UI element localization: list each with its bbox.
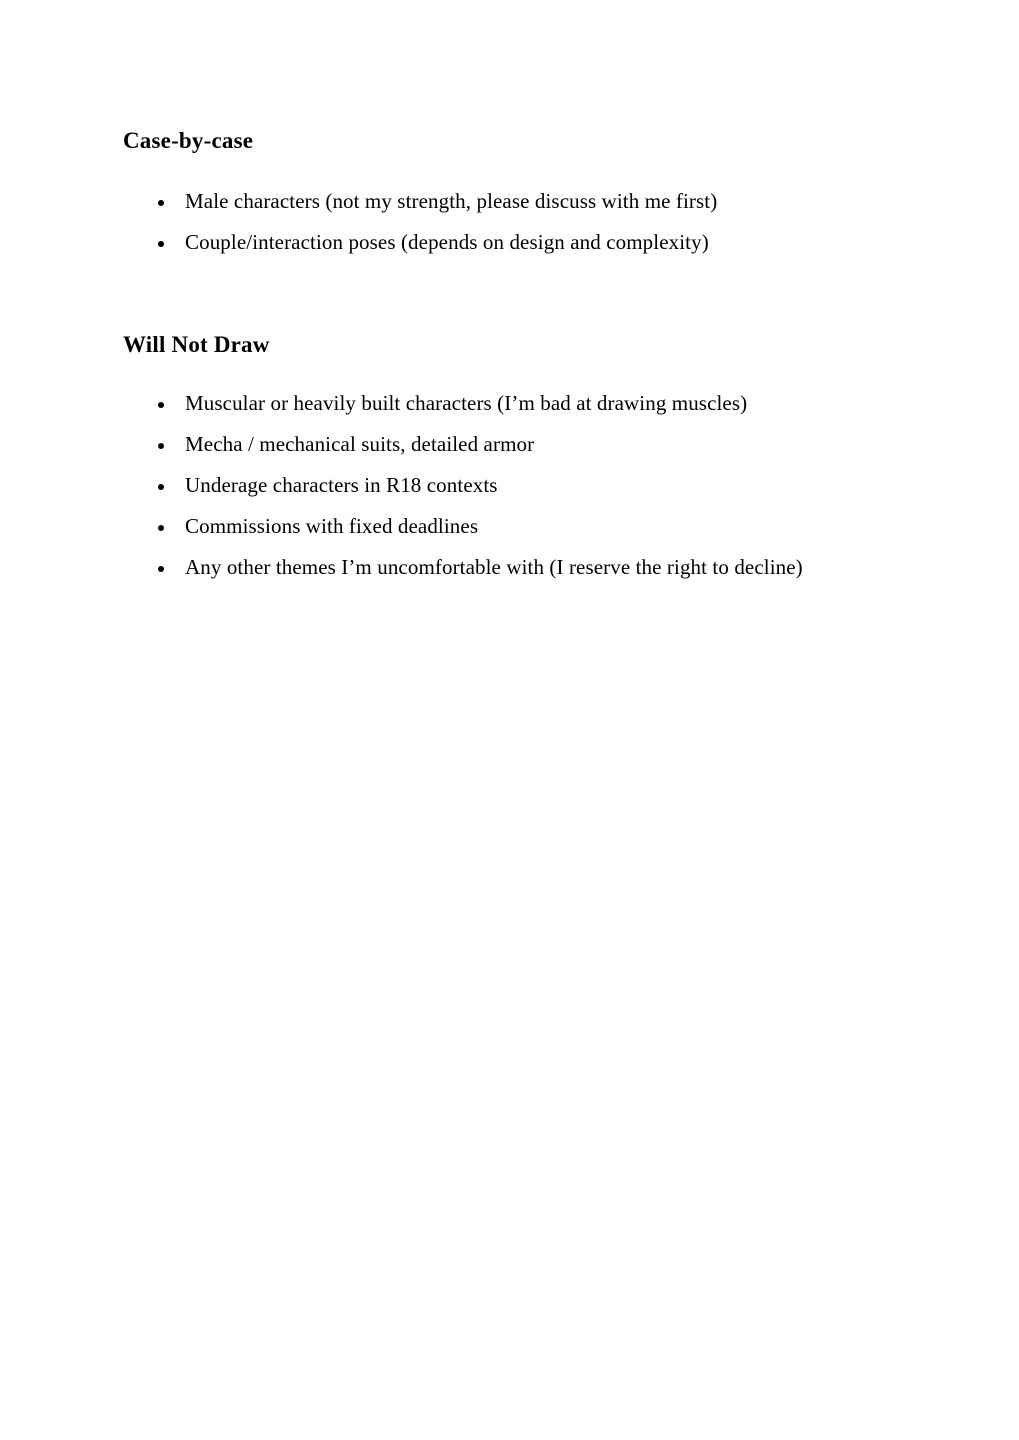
- list-item: [123, 424, 939, 465]
- section-heading-will-not-draw: Will Not Draw: [123, 332, 270, 357]
- list-item: [123, 506, 939, 547]
- list-item: [123, 383, 939, 424]
- bullet-icon: [158, 566, 164, 572]
- list-item-text: Commissions with fixed deadlines: [185, 514, 479, 538]
- bullet-icon: [158, 241, 164, 247]
- bullet-icon: [158, 484, 164, 490]
- list-item-text: Male characters (not my strength, please discuss with me first): [185, 189, 718, 213]
- section-heading-case-by-case: Case-by-case: [123, 128, 254, 153]
- list-item-text: Mecha / mechanical suits, detailed armor: [185, 432, 535, 456]
- list-item-text: Any other themes I’m uncomfortable with (I reserve the right to decline): [185, 555, 803, 579]
- document-content: [0, 0, 1019, 588]
- bullet-icon: [158, 525, 164, 531]
- will-not-draw-list: [123, 383, 939, 588]
- list-item: [123, 181, 939, 222]
- list-item: [123, 222, 939, 263]
- list-item-text: Couple/interaction poses (depends on design and complexity): [185, 230, 709, 254]
- bullet-icon: [158, 402, 164, 408]
- list-item: [123, 465, 939, 506]
- bullet-icon: [158, 443, 164, 449]
- list-item-text: Muscular or heavily built characters (I’m bad at drawing muscles): [185, 391, 748, 415]
- bullet-icon: [158, 200, 164, 206]
- case-by-case-list: [123, 181, 939, 263]
- list-item-text: Underage characters in R18 contexts: [185, 473, 498, 497]
- list-item: [123, 547, 939, 588]
